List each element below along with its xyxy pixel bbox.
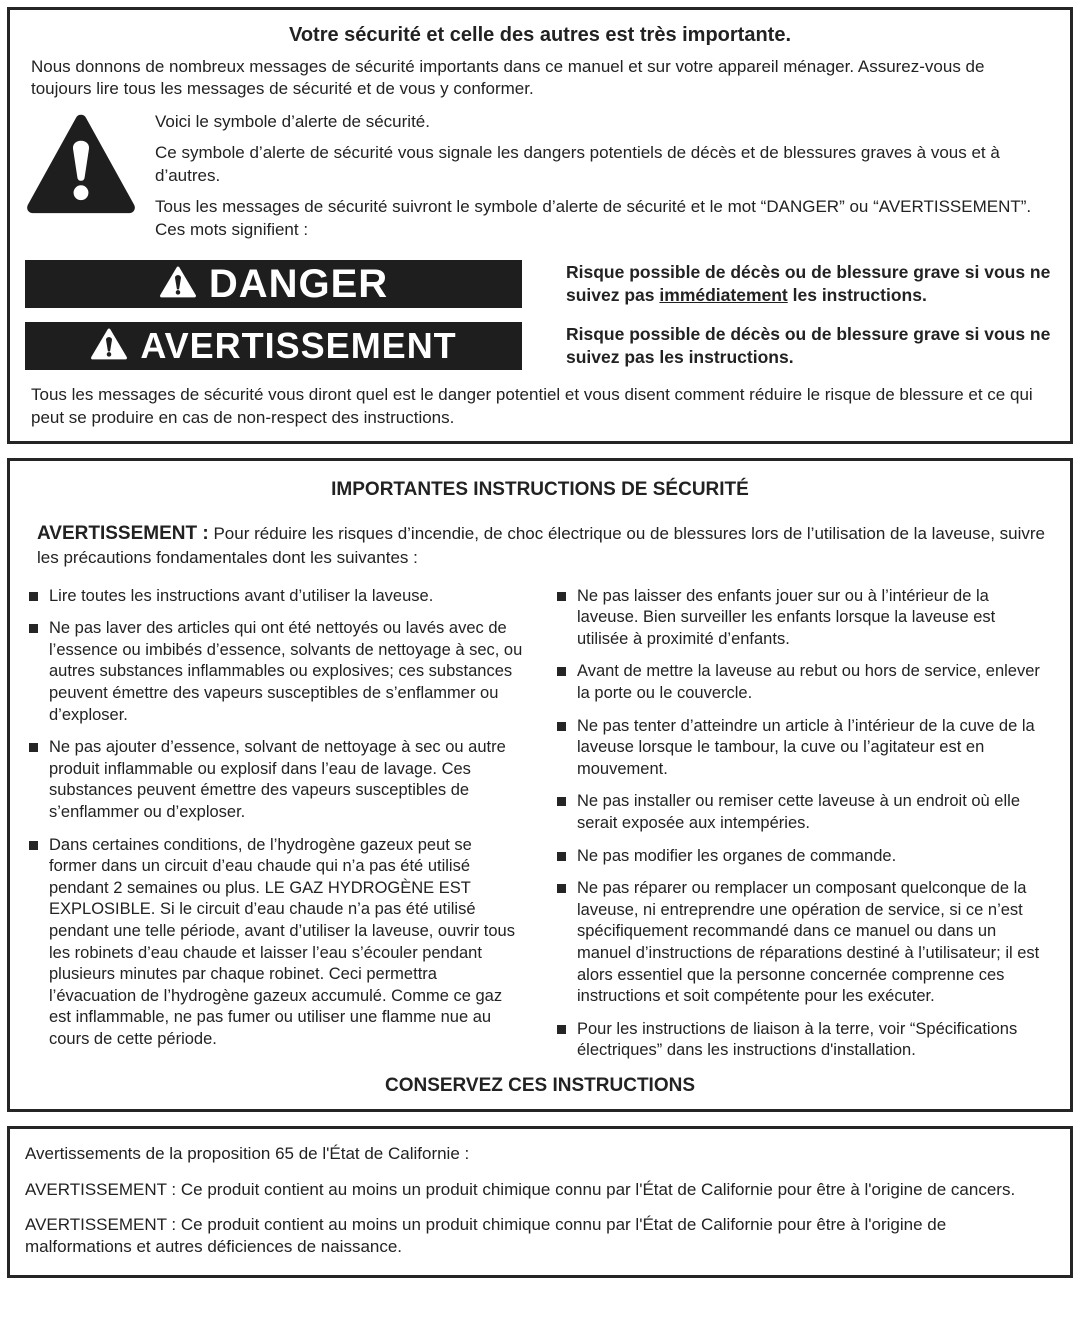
danger-desc-underlined: immédiatement [659,285,788,306]
instruction-item [29,835,523,1051]
instruction-text: Ne pas réparer ou remplacer un composant quelconque de la laveuse, ni entreprendre une opération de service, si ce n’est spécifiquement recommandé dans ce manuel ou dans un manuel d’instructions de réparations destiné à l’utilisateur; il est alors essentiel que la personne concernée comprenne ces instructions et soit compétente pour les exécuter. [577,879,1040,1006]
instruction-item [29,586,523,608]
safety-alert-triangle-icon [25,109,137,250]
instruction-text: Ne pas ajouter d’essence, solvant de nettoyage à sec ou autre produit inflammable ou explosif dans l’eau de lavage. Ces substances peuvent émettre des vapeurs susceptibles de s’enflammer ou d’exploser. [49,738,506,821]
instructions-list-right [557,586,1051,1063]
avertissement-text: Pour réduire les risques d’incendie, de choc électrique ou de blessures lors de l’utilisation de la laveuse, suivre les précautions fondamentales dont les suivantes : [37,523,1046,567]
danger-banner-label: DANGER [208,261,389,306]
prop65-warning-cancer: AVERTISSEMENT : Ce produit contient au moins un produit chimique connu par l'État de Californie pour être à l'origine de cancers. [25,1179,1016,1199]
square-bullet-icon [29,743,38,752]
section-title-instructions: IMPORTANTES INSTRUCTIONS DE SÉCURITÉ [331,478,749,500]
square-bullet-icon [29,841,38,850]
square-bullet-icon [29,624,38,633]
prop65-intro: Avertissements de la proposition 65 de l'État de Californie : [25,1144,470,1164]
safety-intro-paragraph: Nous donnons de nombreux messages de sécurité importants dans ce manuel et sur votre appareil ménager. Assurez-vous de toujours lire tous les messages de sécurité et de vous y conformer. [31,57,985,99]
alert-symbol-block [25,109,1055,250]
avertissement-row [25,322,1055,370]
danger-desc-pre: Risque possible de décès ou de blessure grave si vous ne suivez pas [566,261,1051,306]
danger-desc-post: les instructions. [787,285,927,306]
instructions-warning-paragraph [37,521,1047,570]
instructions-right-column [557,586,1051,1074]
instruction-text: Ne pas tenter d’atteindre un article à l’intérieur de la cuve de la laveuse lorsque le tambour, la cuve ou l’agitateur est en mouvement. [577,716,1035,778]
square-bullet-icon [557,884,566,893]
square-bullet-icon [557,667,566,676]
instruction-item [557,586,1051,651]
section-title-safety: Votre sécurité et celle des autres est très importante. [288,24,792,46]
square-bullet-icon [557,852,566,861]
instructions-columns [29,586,1051,1074]
square-bullet-icon [557,722,566,731]
instruction-item [557,878,1051,1008]
danger-description [566,261,1055,307]
prop65-section [7,1126,1073,1278]
warning-triangle-icon [159,265,197,304]
instruction-item [557,1019,1051,1062]
square-bullet-icon [557,797,566,806]
instruction-item [557,661,1051,704]
instruction-item [29,737,523,823]
instruction-item [557,716,1051,781]
avertissement-banner-label: AVERTISSEMENT [140,325,457,367]
alert-line-1: Voici le symbole d’alerte de sécurité. [155,111,430,131]
alert-line-3: Tous les messages de sécurité suivront le symbole d’alerte de sécurité et le mot “DANGER” ou “AVERTISSEMENT”. Ces mots signifient : [155,197,1032,239]
warning-triangle-icon [90,327,128,366]
instruction-text: Avant de mettre la laveuse au rebut ou hors de service, enlever la porte ou le couvercle. [577,662,1040,702]
important-instructions-section [7,458,1073,1112]
instruction-item [557,846,1051,868]
alert-line-2: Ce symbole d’alerte de sécurité vous signale les dangers potentiels de décès et de blessures graves à vous et à d’autres. [155,143,1000,185]
instruction-text: Pour les instructions de liaison à la terre, voir “Spécifications électriques” dans les instructions d'installation. [577,1019,1018,1060]
instruction-text: Ne pas modifier les organes de commande. [577,846,897,865]
avertissement-label: AVERTISSEMENT : [37,522,209,544]
prop65-warning-birth-defects: AVERTISSEMENT : Ce produit contient au moins un produit chimique connu par l'État de Californie pour être à l'origine de malformations et autres déficiences de naissance. [25,1214,947,1257]
alert-symbol-explanation [155,109,1055,250]
square-bullet-icon [29,592,38,601]
save-instructions-line: CONSERVEZ CES INSTRUCTIONS [384,1075,696,1097]
danger-row [25,260,1055,308]
safety-footer-paragraph: Tous les messages de sécurité vous diront quel est le danger potentiel et vous disent comment réduire le risque de blessure et ce qui peut se produire en cas de non-respect des instructions. [31,385,1033,427]
instruction-text: Ne pas installer ou remiser cette laveuse à un endroit où elle serait exposée aux intempéries. [577,792,1020,832]
instruction-text: Lire toutes les instructions avant d’utiliser la laveuse. [49,586,434,605]
square-bullet-icon [557,1025,566,1034]
square-bullet-icon [557,592,566,601]
instructions-left-column [29,586,523,1074]
instruction-item [29,618,523,726]
avertissement-banner [25,322,522,370]
instruction-item [557,791,1051,834]
instruction-text: Ne pas laisser des enfants jouer sur ou à l’intérieur de la laveuse. Bien surveiller les enfants lorsque la laveuse est utilisée à proximité d’enfants. [577,586,996,648]
danger-banner [25,260,522,308]
instruction-text: Dans certaines conditions, de l’hydrogène gazeux peut se former dans un circuit d’eau chaude qui n’a pas été utilisé pendant 2 semaines ou plus. LE GAZ HYDROGÈNE EST EXPLOSIBLE. Si le circuit d’eau chaude n’a pas été utilisé pendant une telle période, avant d’utiliser la laveuse, ouvrir tous les robinets d’eau chaude et laisser l’eau s’écouler pendant plusieurs minutes par chaque robinet. Ceci permettra l’évacuation de l’hydrogène gazeux accumulé. Comme ce gaz est inflammable, ne pas fumer ou utiliser une flamme nue au cours de cette période. [49,835,515,1049]
instruction-text: Ne pas laver des articles qui ont été nettoyés ou lavés avec de l’essence ou imbibés d’essence, solvants de nettoyage à sec, ou autres substances inflammables ou explosives; ces substances peuvent émettre des vapeurs susceptibles de s’enflammer ou d’exploser. [49,619,523,724]
avertissement-description: Risque possible de décès ou de blessure grave si vous ne suivez pas les instructions. [566,323,1051,368]
instructions-list-left [29,586,523,1051]
safety-overview-section [7,7,1073,444]
